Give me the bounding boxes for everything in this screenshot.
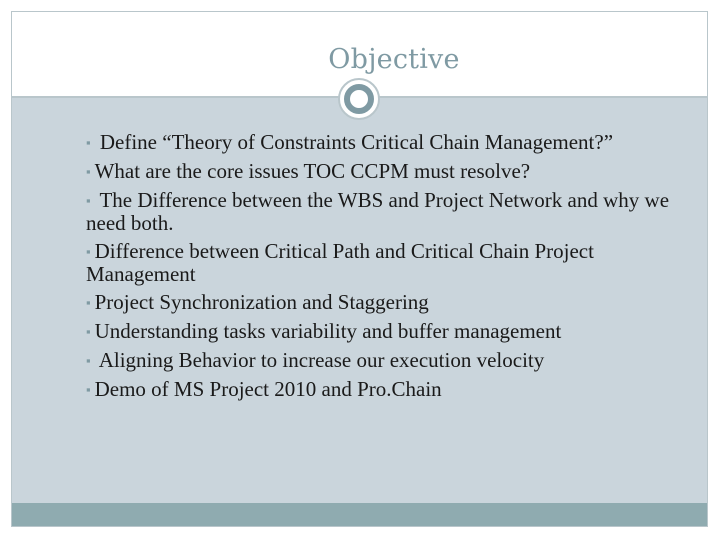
bullet-text: Difference between Critical Path and Critical Chain Project Management	[86, 239, 594, 286]
bullet-text: What are the core issues TOC CCPM must resolve?	[94, 159, 531, 183]
bullet-item	[86, 349, 686, 372]
title-circle-inner	[344, 84, 374, 114]
square-bullet-icon: ▪	[86, 193, 91, 208]
title-circle-icon	[338, 78, 380, 120]
bullet-item	[86, 131, 686, 154]
square-bullet-icon: ▪	[86, 295, 91, 310]
bullet-item	[86, 378, 686, 401]
bullet-list	[86, 131, 686, 407]
square-bullet-icon: ▪	[86, 324, 91, 339]
bullet-item	[86, 189, 686, 234]
bullet-item	[86, 240, 686, 285]
slide-title: Objective	[328, 44, 460, 75]
bullet-text: Demo of MS Project 2010 and Pro.Chain	[94, 377, 442, 401]
bullet-item	[86, 291, 686, 314]
square-bullet-icon: ▪	[86, 164, 91, 179]
bullet-text: Define “Theory of Constraints Critical Chain Management?”	[94, 130, 614, 154]
bullet-text: Understanding tasks variability and buffer management	[94, 319, 562, 343]
square-bullet-icon: ▪	[86, 353, 91, 368]
bullet-text: Project Synchronization and Staggering	[94, 290, 429, 314]
bullet-text: The Difference between the WBS and Project Network and why we need both.	[86, 188, 670, 235]
bullet-text: Aligning Behavior to increase our execution velocity	[94, 348, 545, 372]
square-bullet-icon: ▪	[86, 135, 91, 150]
bullet-item	[86, 160, 686, 183]
square-bullet-icon: ▪	[86, 244, 91, 259]
square-bullet-icon: ▪	[86, 382, 91, 397]
bullet-item	[86, 320, 686, 343]
